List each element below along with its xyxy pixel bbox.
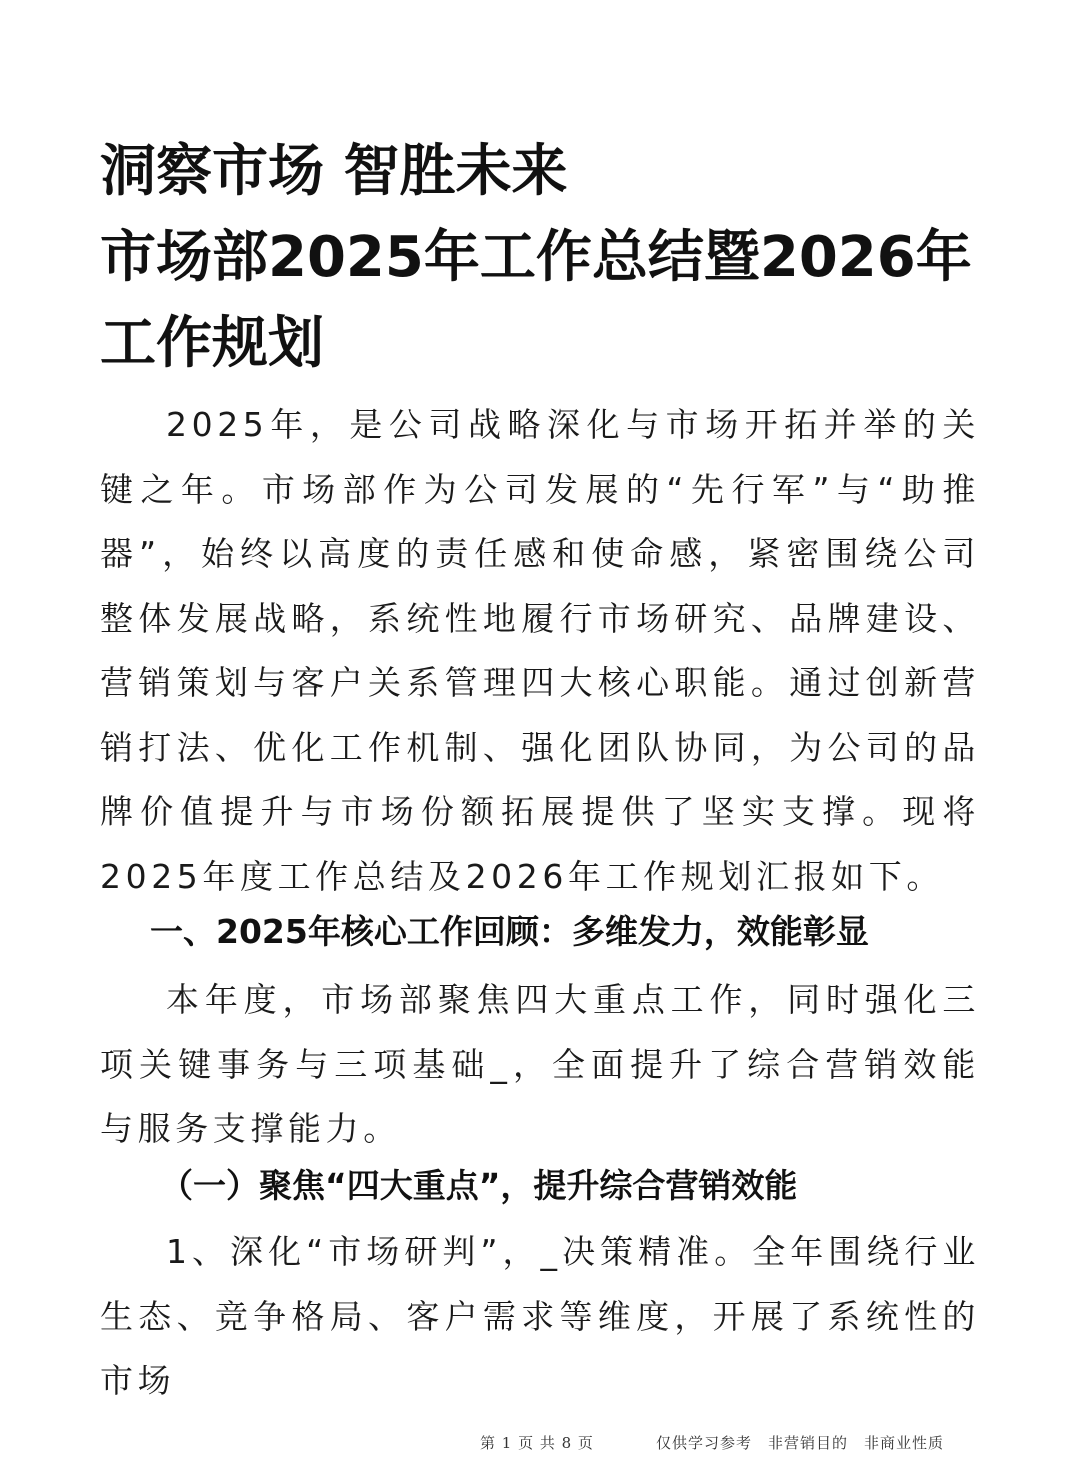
section-heading: 一、2025年核心工作回顾：多维发力，效能彰显 [150, 912, 869, 951]
page-footer [0, 1428, 1080, 1458]
footer-notice: 仅供学习参考 非营销目的 非商业性质 [656, 1434, 945, 1452]
item-paragraph: 1、深化“市场研判”，_决策精准。全年围绕行业生态、竞争格局、客户需求等维度，开展了系统性的市场 [100, 1232, 980, 1400]
document-title-line1: 洞察市场 智胜未来 [100, 139, 568, 204]
intro-paragraph: 2025年，是公司战略深化与市场开拓并举的关键之年。市场部作为公司发展的“先行军”与“助推器”，始终以高度的责任感和使命感，紧密围绕公司整体发展战略，系统性地履行市场研究、品牌建设、营销策划与客户关系管理四大核心职能。通过创新营销打法、优化工作机制、强化团队协同，为公司的品牌价值提升与市场份额拓展提供了坚实支撑。现将2025年度工作总结及2026年工作规划汇报如下。 [100, 405, 980, 896]
page-number: 第 1 页 共 8 页 [480, 1434, 594, 1452]
section-paragraph: 本年度，市场部聚焦四大重点工作，同时强化三项关键事务与三项基础_，全面提升了综合营销效能与服务支撑能力。 [100, 980, 980, 1148]
document-title-line2: 市场部2025年工作总结暨2026年工作规划 [100, 225, 972, 376]
subsection-heading: （一）聚焦“四大重点”，提升综合营销效能 [160, 1166, 798, 1205]
